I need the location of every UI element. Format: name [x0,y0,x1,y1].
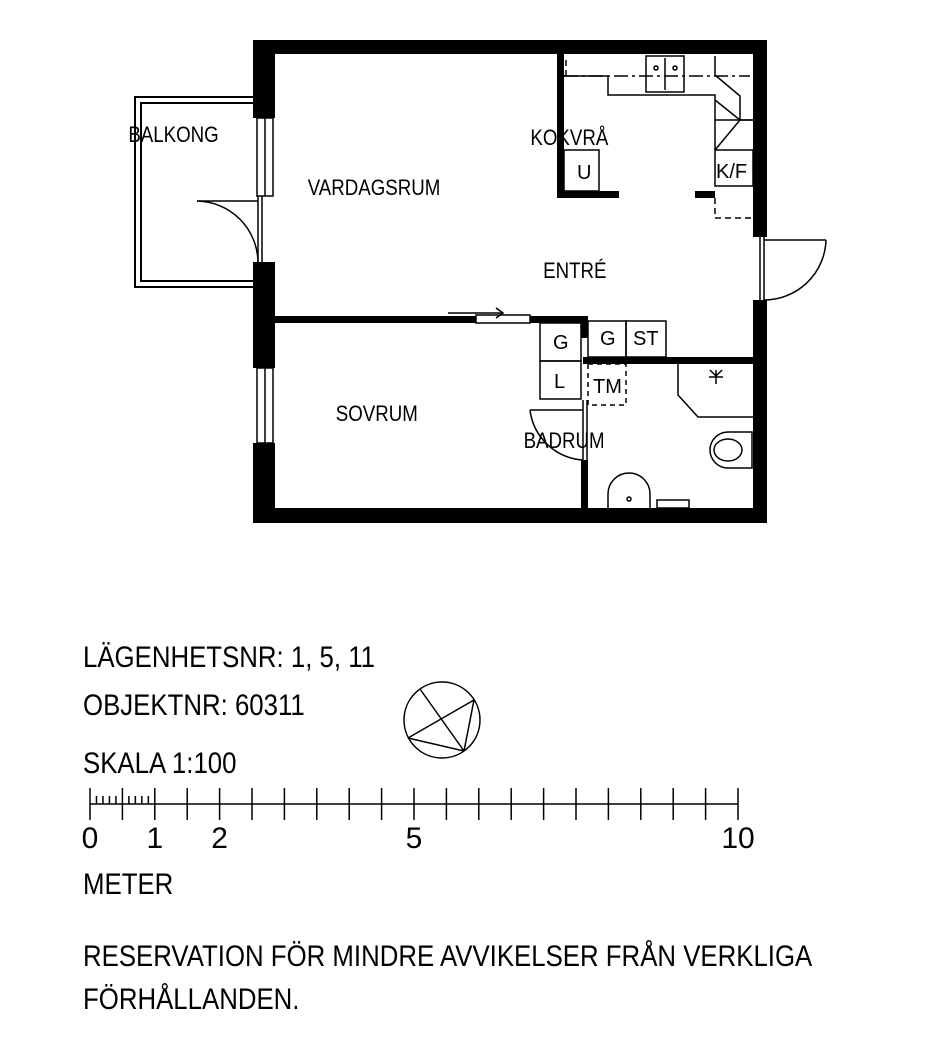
room-label-entre: ENTRÉ [543,259,607,284]
room-label-sovrum: SOVRUM [335,402,418,427]
interior-walls [271,54,757,512]
room-label-kokvra: KOKVRÅ [530,126,609,151]
reservation-line-1: RESERVATION FÖR MINDRE AVVIKELSER FRÅN VERKLIGA [83,940,813,973]
scale-label: 2 [211,822,228,855]
apartment-number: LÄGENHETSNR: 1, 5, 11 [83,641,376,674]
scale-label: 5 [405,822,423,855]
door-balcony [197,196,262,262]
fixture-label-g-bedroom: G [553,332,569,354]
scale-bar [90,788,738,820]
window-bedroom [257,368,273,443]
fixture-label-tm: TM [593,376,622,398]
unit-label: METER [83,868,174,901]
room-label-balkong: BALKONG [128,123,219,148]
fixture-label-g-hall: G [600,328,616,350]
scale-label: 1 [146,822,164,855]
compass-north-icon [404,682,480,758]
fixture-label-u: U [577,162,592,184]
room-label-badrum: BADRUM [523,429,605,454]
fixture-label-l: L [554,371,566,393]
scale-text: SKALA 1:100 [83,747,237,780]
scale-label: 10 [721,822,755,855]
room-label-vardagsrum: VARDAGSRUM [307,176,441,201]
object-number: OBJEKTNR: 60311 [83,689,305,722]
fixture-label-kf: K/F [716,161,748,183]
scale-bar-labels [82,822,755,855]
reservation-line-2: FÖRHÅLLANDEN. [83,983,300,1016]
door-entry [760,237,826,300]
scale-label: 0 [81,822,99,855]
window-balcony [257,118,273,196]
fixture-label-st: ST [633,328,659,350]
exterior-walls [253,40,767,523]
